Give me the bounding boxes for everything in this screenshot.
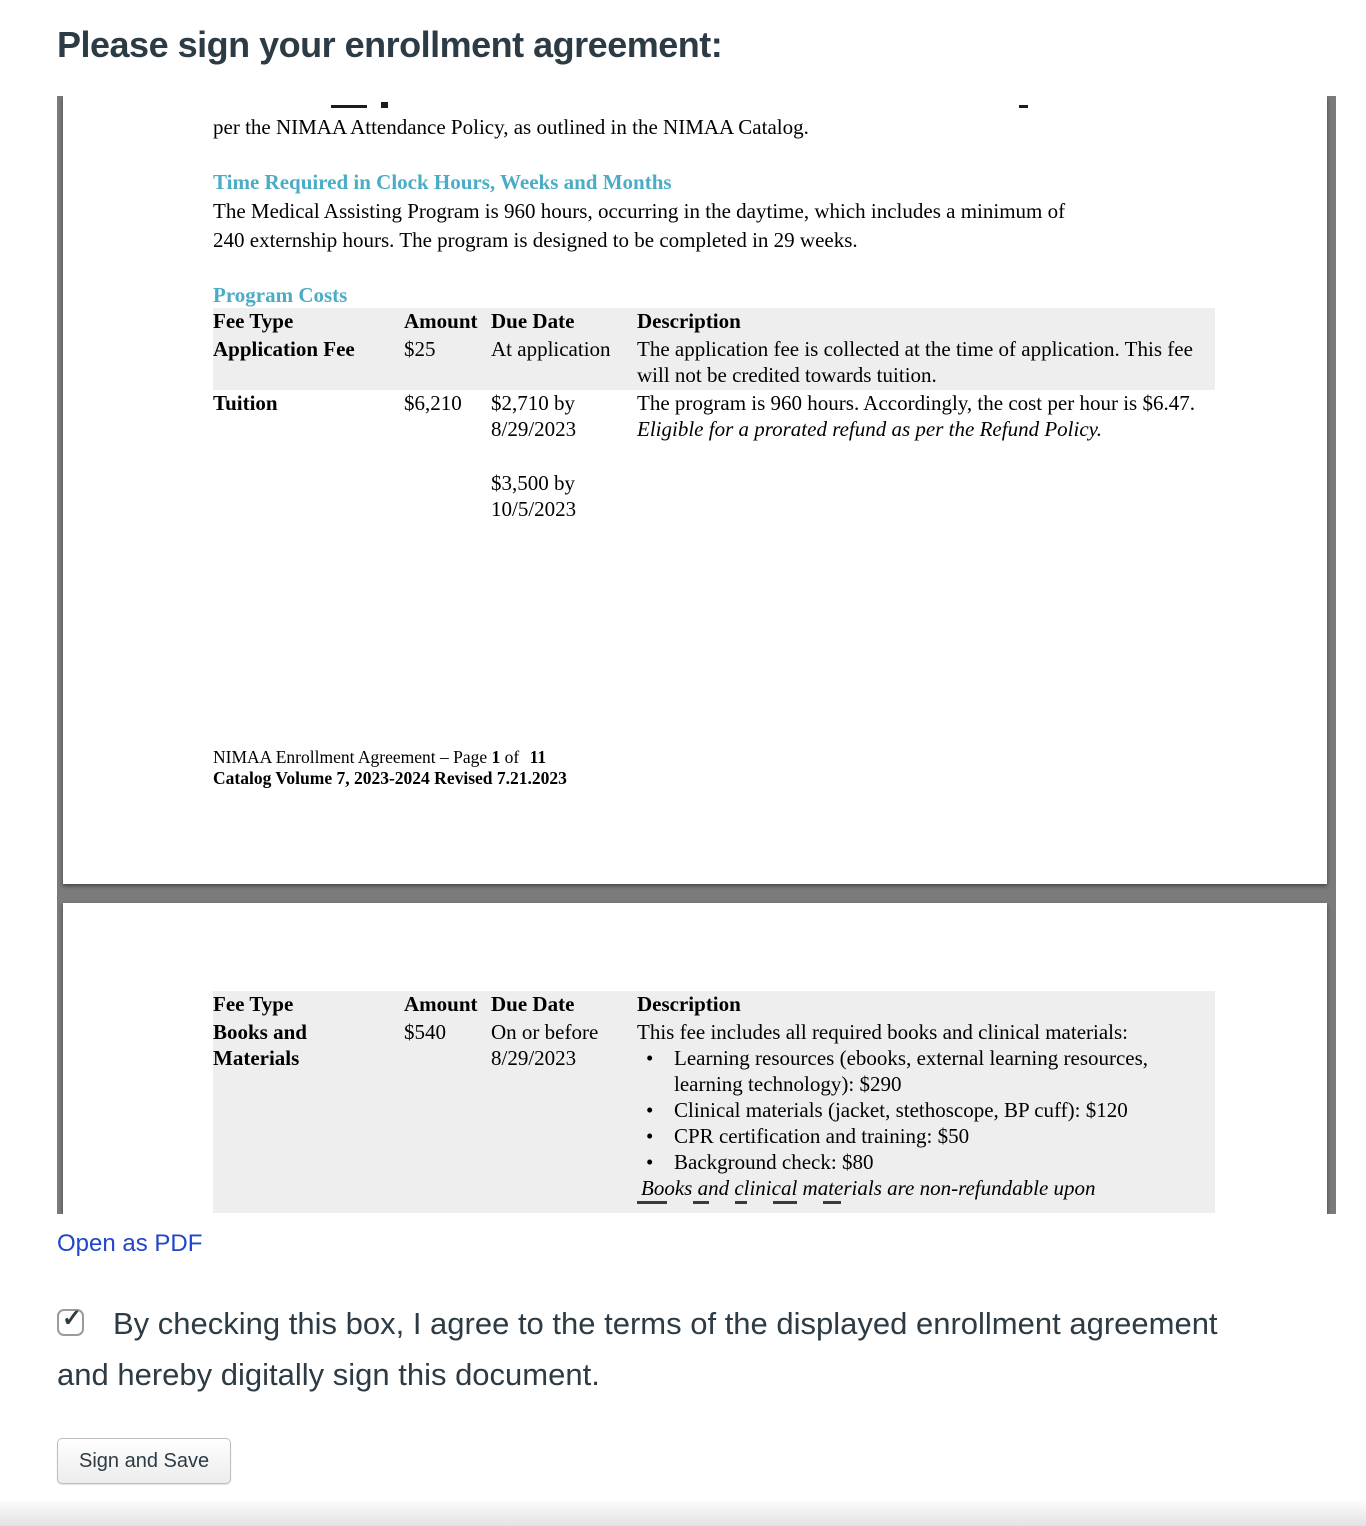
- program-costs-table: [213, 308, 1215, 524]
- books-description-intro: This fee includes all required books and clinical materials:: [637, 1020, 1128, 1044]
- document-page-1: [63, 96, 1327, 884]
- tuition-description: The program is 960 hours. Accordingly, the cost per hour is $6.47.: [637, 391, 1195, 415]
- due-date-second-installment: $3,500 by 10/5/2023: [491, 471, 577, 521]
- header-amount: Amount: [404, 992, 478, 1016]
- footer-of: of: [504, 747, 520, 767]
- description-cell: [637, 1019, 1215, 1213]
- page-title: Please sign your enrollment agreement:: [57, 24, 723, 65]
- list-item: • CPR certification and training: $50: [637, 1123, 1205, 1149]
- document-page-footer: [213, 747, 567, 789]
- description-cell: [637, 390, 1215, 524]
- agreement-consent-label: By checking this box, I agree to the terms of the displayed enrollment agreement and hereby digitally sign this document.: [57, 1306, 1218, 1392]
- fee-type-cell: Tuition: [213, 391, 278, 415]
- checkmark-icon: ✓: [62, 1305, 83, 1332]
- agreement-checkbox[interactable]: [57, 1305, 84, 1336]
- amount-cell: $6,210: [404, 391, 462, 415]
- books-refund-note: Books and clinical materials are non-refundable upon: [641, 1176, 1096, 1200]
- time-required-paragraph: The Medical Assisting Program is 960 hours, occurring in the daytime, which includes a minimum of 240 externship hours. The program is designed to be completed in 29 weeks.: [213, 199, 1066, 252]
- table-header-row: [213, 991, 1215, 1019]
- sign-and-save-button[interactable]: Sign and Save: [57, 1438, 231, 1484]
- list-item: • Learning resources (ebooks, external learning resources, learning technology): $290: [637, 1045, 1205, 1097]
- agreement-consent-row: [57, 1298, 1257, 1400]
- bottom-fade-strip: [0, 1500, 1366, 1526]
- header-fee-type: Fee Type: [213, 992, 294, 1016]
- program-costs-heading: Program Costs: [213, 283, 348, 307]
- table-row-application-fee: [213, 336, 1215, 390]
- books-fee-breakdown-list: [637, 1045, 1205, 1175]
- footer-total-pages: 11: [529, 747, 547, 767]
- attendance-policy-line: per the NIMAA Attendance Policy, as outlined in the NIMAA Catalog.: [213, 115, 809, 139]
- description-cell: The application fee is collected at the time of application. This fee will not be credited towards tuition.: [637, 337, 1193, 387]
- clipped-text-fragment: [331, 105, 367, 108]
- footer-prefix: NIMAA Enrollment Agreement – Page: [213, 747, 488, 767]
- due-date-first-installment: $2,710 by 8/29/2023: [491, 391, 577, 441]
- list-item: • Background check: $80: [637, 1149, 1205, 1175]
- table-header-row: [213, 308, 1215, 336]
- due-date-cell: On or before 8/29/2023: [491, 1020, 599, 1070]
- footer-catalog-line: Catalog Volume 7, 2023-2024 Revised 7.21.2023: [213, 768, 567, 788]
- time-required-heading: Time Required in Clock Hours, Weeks and Months: [213, 170, 672, 194]
- enrollment-agreement-document-viewer[interactable]: [57, 96, 1336, 1214]
- header-fee-type: Fee Type: [213, 309, 294, 333]
- header-description: Description: [637, 309, 741, 333]
- clipped-text-fragments: [637, 1201, 1205, 1211]
- table-row-books-materials: [213, 1019, 1215, 1213]
- clipped-text-fragment: [381, 102, 388, 108]
- amount-cell: $540: [404, 1020, 446, 1044]
- header-amount: Amount: [404, 309, 478, 333]
- open-as-pdf-link[interactable]: Open as PDF: [57, 1230, 203, 1257]
- header-due-date: Due Date: [491, 992, 575, 1016]
- clipped-text-fragment: [1019, 105, 1028, 108]
- amount-cell: $25: [404, 337, 436, 361]
- header-description: Description: [637, 992, 741, 1016]
- table-row-tuition: [213, 390, 1215, 524]
- footer-page-line: [213, 747, 567, 768]
- due-date-cell: [491, 390, 637, 524]
- header-due-date: Due Date: [491, 309, 575, 333]
- document-page-2: [63, 903, 1327, 1214]
- fee-type-cell: Application Fee: [213, 337, 355, 361]
- footer-page-number: 1: [491, 747, 501, 767]
- tuition-refund-note: Eligible for a prorated refund as per the Refund Policy.: [637, 417, 1103, 441]
- due-date-cell: At application: [491, 337, 611, 361]
- fee-type-cell: Books and Materials: [213, 1020, 307, 1070]
- list-item: • Clinical materials (jacket, stethoscope, BP cuff): $120: [637, 1097, 1205, 1123]
- books-materials-table: [213, 991, 1215, 1213]
